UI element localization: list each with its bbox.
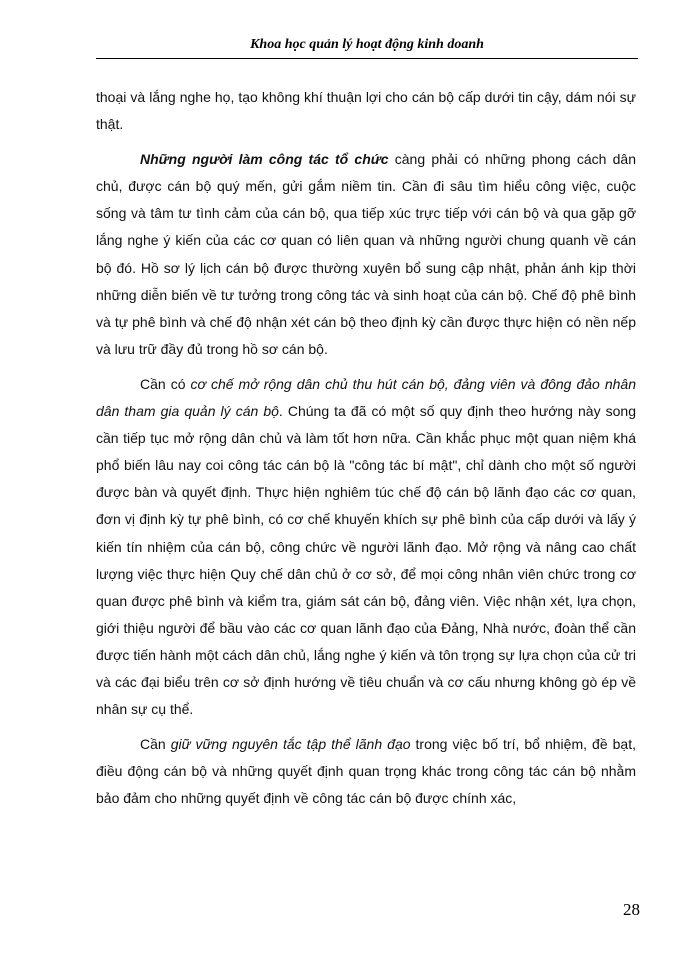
paragraph-emphasis: cơ chế mở rộng dân chủ thu hút cán bộ, đảng viên và đông đảo nhân dân tham gia quản lý cán bộ: [96, 375, 636, 420]
header-rule: [96, 58, 638, 59]
paragraph-before: Cần: [140, 736, 171, 753]
paragraph-collective-leadership: [96, 731, 636, 812]
paragraph-emphasis: giữ vững nguyên tắc tập thể lãnh đạo: [170, 736, 411, 753]
paragraph-after: trong việc bố trí, bổ nhiệm, đề bạt, điều động cán bộ và những quyết định quan trọng khác trong công tác cán bộ nhằm bảo đảm cho những quyết định về công tác cán bộ được chính xác,: [96, 736, 636, 807]
paragraph-democracy-mechanism: [96, 371, 636, 723]
paragraph-continuation: thoại và lắng nghe họ, tạo không khí thuận lợi cho cán bộ cấp dưới tin cậy, dám nói sự thật.: [96, 89, 636, 133]
body-text: [96, 84, 636, 812]
page-number: 28: [623, 900, 640, 919]
paragraph-lead-emphasis: Những người làm công tác tổ chức: [140, 151, 389, 168]
paragraph-after: . Chúng ta đã có một số quy định theo hướng này song cần tiếp tục mở rộng dân chủ và làm tốt hơn nữa. Cần khắc phục một quan niệm khá phổ biến lâu nay coi công tác cán bộ là "công tác bí mật", chỉ dành cho một số người được bàn và quyết định. Thực hiện nghiêm túc chế độ cán bộ lãnh đạo các cơ quan, đơn vị định kỳ tự phê bình, có cơ chế khuyến khích sự phê bình của cấp dưới và lấy ý kiến tín nhiệm của cán bộ, công chức về người lãnh đạo. Mở rộng và nâng cao chất lượng việc thực hiện Quy chế dân chủ ở cơ sở, để mọi công nhân viên chức trong cơ quan được phê bình và kiểm tra, giám sát cán bộ, đảng viên. Việc nhận xét, lựa chọn, giới thiệu người để bầu vào các cơ quan lãnh đạo của Đảng, Nhà nước, đoàn thể cần được tiến hành một cách dân chủ, lắng nghe ý kiến và tôn trọng sự lựa chọn của cử tri và các đại biểu trên cơ sở định hướng về tiêu chuẩn và cơ cấu nhưng không gò ép về nhân sự cụ thể.: [96, 403, 637, 718]
paragraph-organizers: [96, 146, 636, 363]
running-header: Khoa học quản lý hoạt động kinh doanh: [250, 37, 484, 52]
paragraph-before: Cần có: [140, 375, 191, 392]
paragraph-body: càng phải có những phong cách dân chủ, được cán bộ quý mến, gửi gắm niềm tin. Cần đi sâu tìm hiểu công việc, cuộc sống và tâm tư tình cảm của cán bộ, qua tiếp xúc trực tiếp với cán bộ và qua gặp gỡ lắng nghe ý kiến của các cơ quan có liên quan và những người chung quanh về cán bộ đó. Hồ sơ lý lịch cán bộ được thường xuyên bổ sung cập nhật, phản ánh kịp thời những diễn biến về tư tưởng trong công tác và sinh hoạt của cán bộ. Chế độ phê bình và tự phê bình và chế độ nhận xét cán bộ theo định kỳ cần được thực hiện có nền nếp và lưu trữ đầy đủ trong hồ sơ cán bộ.: [96, 151, 637, 357]
